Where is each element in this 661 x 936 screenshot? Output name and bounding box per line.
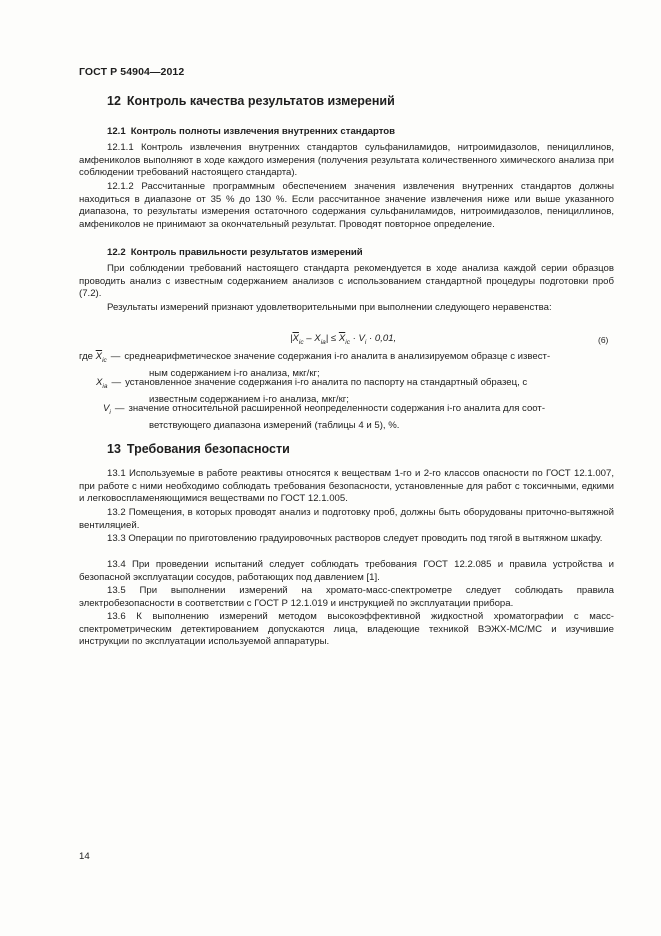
subsection-12-1-heading: [107, 126, 395, 137]
definition-vi-text: значение относительной расширенной неопределенности содержания i-го аналита для соот-: [128, 403, 546, 414]
formula-xia-symbol: X: [314, 333, 321, 344]
definition-xia-continuation: известным содержанием i-го анализа, мкг/кг;: [149, 393, 349, 405]
formula-xia-sub: ia: [320, 338, 326, 346]
formula-6: $|\overline{X}_{ic} - X_{ia}| \le \overline{X}_{ic} \cdot V_i \cdot 0,01$,: [290, 333, 397, 346]
paragraph-13-2: 13.2 Помещения, в которых проводят анализ и подготовку проб, должны быть оборудованы приточно-вытяжной вентиляцией.: [79, 507, 614, 531]
formula-rhs-symbol: $\overline{X}$: [338, 333, 346, 344]
definition-vi: [79, 403, 614, 432]
section-13-heading: [107, 442, 290, 456]
section-13-title: Требования безопасности: [126, 442, 290, 456]
definition-xic-sub: ic: [102, 356, 107, 364]
equation-number: (6): [598, 335, 609, 345]
section-12-title: Контроль качества результатов измерений: [126, 94, 395, 108]
section-12-number: 12: [107, 94, 121, 108]
formula-rhs-sub: ic: [345, 338, 350, 346]
paragraph-12-2-criterion: Результаты измерений признают удовлетворительными при выполнении следующего неравенства:: [107, 302, 552, 313]
paragraph-13-5: 13.5 При выполнении измерений на хромато-масс-спектрометре следует соблюдать правила электробезопасности в соответствии с ГОСТ Р 12.1.019 и инструкцией по эксплуатации прибора.: [79, 585, 614, 609]
paragraph-13-3: 13.3 Операции по приготовлению градуировочных растворов следует проводить под тягой в вытяжном шкафу.: [107, 533, 603, 544]
subsection-12-1-number: 12.1: [107, 126, 126, 137]
subsection-12-2-number: 12.2: [107, 247, 126, 258]
document-header-id: ГОСТ Р 54904—2012: [79, 66, 185, 78]
definition-dash: —: [114, 403, 125, 414]
paragraph-12-1-2: 12.1.2 Рассчитанные программным обеспечением значения извлечения внутренних стандартов должны находиться в диапазоне от 35 % до 130 %. Если рассчитанное значение извлечения ниже или выше указанного диапазона, то результаты измерения остаточного содержания сульфаниламидов, нитроимидазолов, пенициллинов, амфениколов не принимают за окончательный результат. Проводят повторное определение.: [79, 181, 614, 230]
paragraph-12-1-1: 12.1.1 Контроль извлечения внутренних стандартов сульфаниламидов, нитроимидазолов, пенициллинов, амфениколов выполняют в ходе каждого измерения (получения результата количественного химического анализа при соблюдении требований настоящего стандарта).: [79, 142, 614, 179]
formula-relation: | ≤: [325, 333, 339, 344]
formula-rhs-tail: · 0,01,: [366, 333, 397, 344]
paragraph-13-1: 13.1 Используемые в работе реактивы относятся к веществам 1-го и 2-го классов опасности по ГОСТ 12.1.007, при работе с ними необходимо соблюдать требования безопасности, установленные для работ с токсичными, едкими и легковоспламеняющимися веществами по ГОСТ 12.1.005.: [79, 468, 614, 505]
formula-v-sub: i: [364, 338, 367, 346]
section-13-number: 13: [107, 442, 121, 456]
formula-xic-symbol: $\overline{X}$: [292, 333, 299, 344]
formula-minus: –: [303, 333, 315, 344]
definition-vi-symbol: V: [103, 403, 110, 414]
definition-xia-symbol: X: [96, 377, 103, 388]
definition-xic-symbol: $\overline{X}$: [95, 351, 103, 362]
page-number: 14: [79, 851, 90, 862]
definition-vi-sub: i: [109, 408, 111, 416]
paragraph-12-2-recommendation: При соблюдении требований настоящего стандарта рекомендуется в ходе анализа каждой серии образцов проводить анализ с известным содержанием анализов с использованием стандартной процедуры подготовки проб (7.2).: [79, 263, 614, 300]
formula-xic-sub: ic: [298, 338, 304, 346]
definition-xia-text: установленное значение содержания i-го аналита по паспорту на стандартный образец, с: [125, 377, 528, 388]
paragraph-13-6: 13.6 К выполнению измерений методом высокоэффективной жидкостной хроматографии с масс-спектрометрическим детектированием допускаются лица, владеющие техникой ВЭЖХ-МС/МС и изучившие инструкции по эксплуатации используемой аппаратуры.: [79, 611, 614, 648]
definition-vi-continuation: ветствующего диапазона измерений (таблицы 4 и 5), %.: [149, 419, 400, 431]
definition-xia-sub: ia: [102, 382, 108, 390]
subsection-12-1-title: Контроль полноты извлечения внутренних стандартов: [130, 126, 396, 137]
definition-prefix: где: [79, 351, 96, 362]
definition-xic-continuation: ным содержанием i-го анализа, мкг/кг;: [149, 367, 320, 379]
section-12-heading: [107, 94, 395, 108]
definition-dash: —: [111, 377, 122, 388]
definition-xic: [79, 351, 614, 380]
subsection-12-2-heading: [107, 247, 363, 258]
subsection-12-2-title: Контроль правильности результатов измерений: [130, 247, 363, 258]
definition-xic-text: среднеарифметическое значение содержания i-го аналита в анализируемом образце с извест-: [124, 351, 551, 362]
formula-rhs-v: · V: [349, 333, 365, 344]
definition-dash: —: [110, 351, 121, 362]
definition-xia: [79, 377, 614, 406]
paragraph-13-4: 13.4 При проведении испытаний следует соблюдать требования ГОСТ 12.2.085 и правила устройства и безопасной эксплуатации сосудов, работающих под давлением [1].: [79, 559, 614, 583]
